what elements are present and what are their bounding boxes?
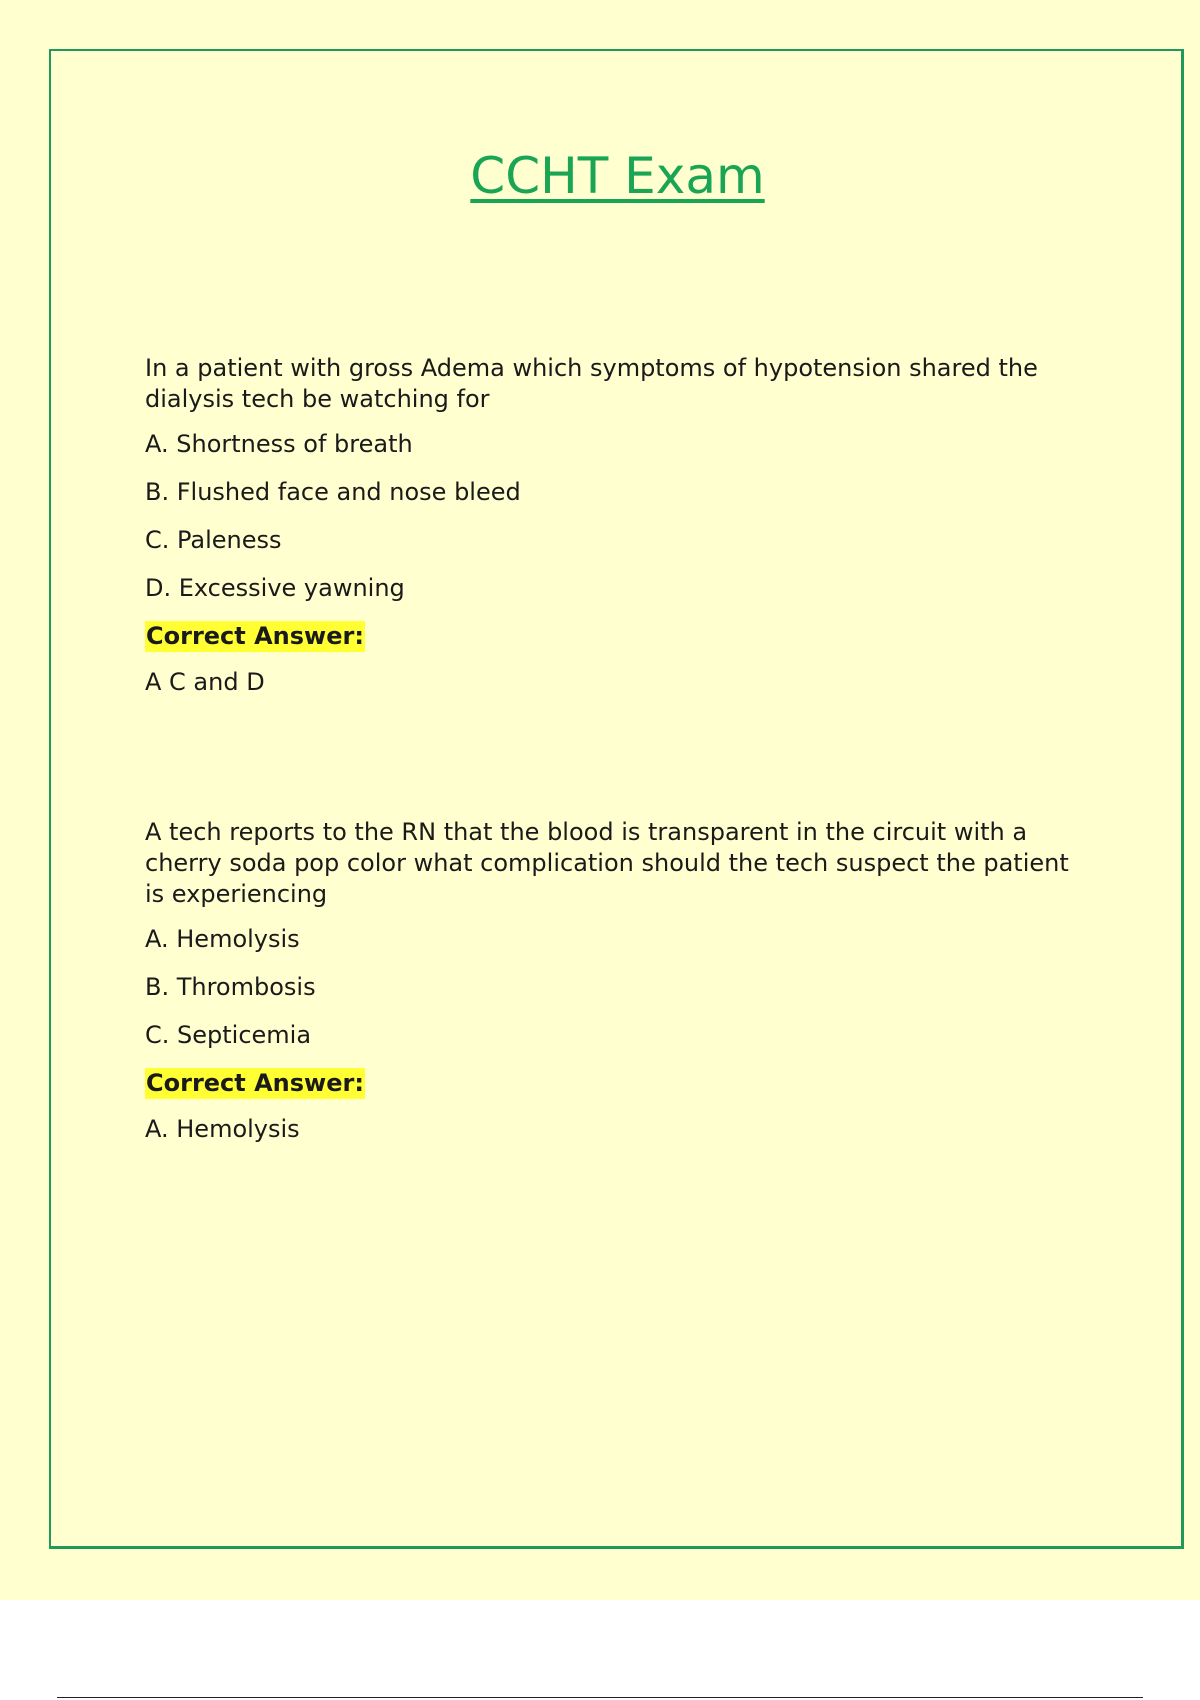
question-block-1 (145, 353, 1095, 698)
answer-option: B. Flushed face and nose bleed (145, 478, 521, 506)
correct-answer-label-row (145, 1068, 1095, 1114)
answer-option: C. Septicemia (145, 1021, 312, 1049)
page-title-text: CCHT Exam (470, 147, 765, 205)
correct-answer-text: A. Hemolysis (145, 1115, 300, 1143)
correct-answer-label-row (145, 621, 1095, 667)
answer-option: C. Paleness (145, 526, 282, 554)
page-frame (49, 49, 1184, 1549)
answer-option: B. Thrombosis (145, 973, 316, 1001)
page-title (0, 140, 1200, 212)
footer-divider (57, 1697, 1143, 1698)
answer-option: A. Shortness of breath (145, 430, 413, 458)
answer-option: D. Excessive yawning (145, 574, 405, 602)
correct-answer-label: Correct Answer: (146, 1069, 364, 1097)
correct-answer-text: A C and D (145, 668, 265, 696)
question-text: A tech reports to the RN that the blood is transparent in the circuit with a cherry soda pop color what complication should the tech suspect the patient is experiencing (145, 818, 1069, 908)
answer-option: A. Hemolysis (145, 925, 300, 953)
question-block-2 (145, 817, 1095, 1145)
correct-answer-label: Correct Answer: (146, 622, 364, 650)
question-text: In a patient with gross Adema which symptoms of hypotension shared the dialysis tech be watching for (145, 354, 1038, 413)
